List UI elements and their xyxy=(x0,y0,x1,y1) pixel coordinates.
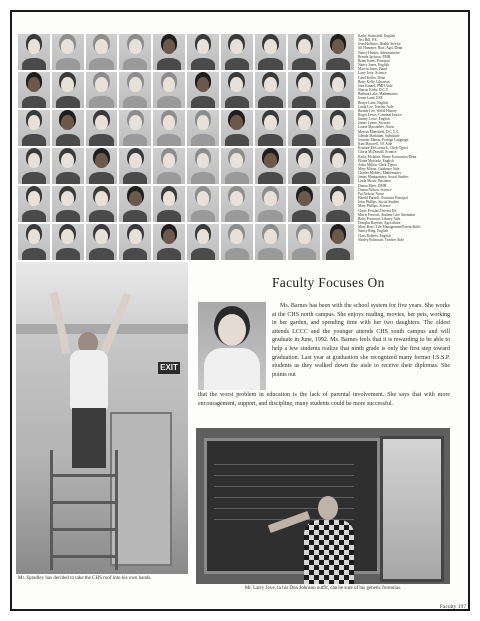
portrait-shoulders xyxy=(89,96,113,108)
portrait-shoulders xyxy=(191,210,215,222)
portrait-shoulders xyxy=(191,248,215,260)
portrait-head xyxy=(28,77,41,92)
faculty-name-entry: Barbara Lake, Mathematics xyxy=(358,92,398,97)
portrait-head xyxy=(61,153,74,168)
faculty-name-entry: Betty Kelly, Librarian xyxy=(358,79,390,84)
faculty-portrait xyxy=(187,148,219,184)
faculty-portrait xyxy=(153,34,185,70)
faculty-name-entry: Elaine Mercado, English xyxy=(358,158,394,163)
faculty-portrait xyxy=(322,72,354,108)
portrait-head xyxy=(332,39,345,54)
faculty-name-entry: Sharon Kirby, D.C.T. xyxy=(358,88,389,93)
portrait-shoulders xyxy=(258,96,282,108)
teacher-patterned-shirt xyxy=(304,520,354,584)
faculty-portrait xyxy=(221,186,253,222)
faculty-name-entry: Donna Myer, DMH xyxy=(358,183,387,188)
faculty-name-entry: Kathy McIntire, Home Economics/Dean xyxy=(358,154,417,159)
faculty-portrait xyxy=(18,72,50,108)
portrait-shoulders xyxy=(157,96,181,108)
faculty-portrait xyxy=(187,186,219,222)
faculty-portrait xyxy=(52,72,84,108)
portrait-shoulders xyxy=(22,134,46,146)
faculty-portrait xyxy=(86,148,118,184)
faculty-name-entry: Marcus Mansfield, D.C.T./C. xyxy=(358,129,400,134)
faculty-name-entry: Kathy Strausfeld, English xyxy=(358,34,396,38)
portrait-shoulders xyxy=(56,210,80,222)
faculty-portrait xyxy=(255,186,287,222)
portrait-shoulders xyxy=(326,96,350,108)
portrait-shoulders xyxy=(292,172,316,184)
faculty-portrait xyxy=(52,148,84,184)
portrait-head xyxy=(298,77,311,92)
article-text-continued: that the worst problem in education is the lack of parental involvement. She says that with more encouragement, support, and discipline, many students could be more successful. xyxy=(198,392,450,407)
portrait-head xyxy=(197,229,210,244)
faculty-name-entry: Gloria McDonald, Science xyxy=(358,150,397,155)
portrait-shoulders xyxy=(326,172,350,184)
portrait-head xyxy=(264,153,277,168)
faculty-name-entry: Larry Jove, Science xyxy=(358,71,387,76)
portrait-shoulders xyxy=(326,134,350,146)
faculty-portrait xyxy=(187,110,219,146)
portrait-shoulders xyxy=(225,210,249,222)
portrait-head xyxy=(332,115,345,130)
faculty-name-entry: Claire Powder, Drivers Ed. xyxy=(358,208,397,213)
faculty-portrait xyxy=(153,224,185,260)
faculty-portrait xyxy=(119,110,151,146)
faculty-portrait xyxy=(221,148,253,184)
portrait-head xyxy=(230,153,243,168)
faculty-name-entry: Clara Roberts, English xyxy=(358,233,391,238)
faculty-name-entry: Jane Kinard, PMH Aide xyxy=(358,83,393,88)
portrait-head xyxy=(197,39,210,54)
portrait-head xyxy=(129,77,142,92)
portrait-head xyxy=(298,39,311,54)
portrait-shoulders xyxy=(123,172,147,184)
faculty-portrait xyxy=(288,34,320,70)
portrait-head xyxy=(197,115,210,130)
portrait-head xyxy=(264,77,277,92)
portrait-head xyxy=(95,229,108,244)
portrait-shoulders xyxy=(89,210,113,222)
portrait-shoulders xyxy=(157,58,181,70)
faculty-name-entry: Mary Mixon, Guidance Aide xyxy=(358,167,400,171)
faculty-portrait xyxy=(153,72,185,108)
portrait-head xyxy=(95,115,108,130)
ladder xyxy=(50,450,118,570)
portrait-head xyxy=(230,191,243,206)
portrait-head xyxy=(264,191,277,206)
portrait-head xyxy=(230,77,243,92)
portrait-head xyxy=(163,229,176,244)
portrait-shoulders xyxy=(157,172,181,184)
faculty-name-entry: Anita Millon, Clerk-Typist xyxy=(358,162,397,167)
faculty-name-entry: Linda Lee, Teacher Aide xyxy=(358,104,394,109)
portrait-head xyxy=(332,229,345,244)
faculty-name-entry: Nancy Ring, English xyxy=(358,229,389,234)
faculty-portrait xyxy=(221,72,253,108)
portrait-shoulders xyxy=(22,96,46,108)
portrait-head xyxy=(230,39,243,54)
faculty-name-entry: Jenne Land, ESE xyxy=(358,96,383,101)
portrait-shoulders xyxy=(157,248,181,260)
portrait-head xyxy=(298,229,311,244)
faculty-portrait xyxy=(221,224,253,260)
portrait-shoulders xyxy=(56,58,80,70)
portrait-shoulders xyxy=(123,58,147,70)
faculty-portrait xyxy=(119,148,151,184)
article-headline: Faculty Focuses On xyxy=(272,275,385,290)
portrait-shoulders xyxy=(123,96,147,108)
portrait-head xyxy=(230,229,243,244)
faculty-portrait xyxy=(187,34,219,70)
portrait-head xyxy=(28,39,41,54)
faculty-portrait xyxy=(119,224,151,260)
portrait-shoulders xyxy=(258,172,282,184)
faculty-name-entry: Jill Hummer, Hort./Agri./Dean xyxy=(358,46,403,51)
faculty-name-list xyxy=(358,34,456,260)
faculty-portrait xyxy=(322,148,354,184)
portrait-shoulders xyxy=(123,134,147,146)
portrait-shoulders xyxy=(225,58,249,70)
portrait-shoulders xyxy=(258,58,282,70)
portrait-shoulders xyxy=(258,248,282,260)
faculty-portrait xyxy=(288,186,320,222)
faculty-portrait xyxy=(322,186,354,222)
faculty-portrait xyxy=(255,224,287,260)
portrait-shoulders xyxy=(89,172,113,184)
faculty-portrait xyxy=(86,224,118,260)
article-text-intro: Ms. Barnes has been with the school system for five years. She works at the CHS north campus. She enjoys reading, movies, her pets, working in her garden, and spending time with her two daughters. The oldest attends LCCC and the younger attends CHS south campus and will graduate in June, 1992. Ms. Barnes feels that it is rewarding to be able to help a few students realize that ninth grade is only the first step toward graduation. Last year at graduation she recognized many former I.S.S.P. students as they walked down the aisle to receive their diplomas. She points out xyxy=(272,303,450,378)
portrait-head xyxy=(61,229,74,244)
faculty-portrait xyxy=(18,34,50,70)
chalkboard-photo-caption: Mr. Larry Jove, in his Don Johnson outfit, can be sure of his genetic formulas. xyxy=(244,586,402,591)
portrait-shoulders xyxy=(56,96,80,108)
portrait-head xyxy=(197,77,210,92)
portrait-head xyxy=(61,77,74,92)
faculty-portrait xyxy=(187,224,219,260)
portrait-shoulders xyxy=(22,58,46,70)
portrait-shoulders xyxy=(292,58,316,70)
faculty-portrait xyxy=(221,34,253,70)
portrait-head xyxy=(163,153,176,168)
faculty-portrait xyxy=(18,148,50,184)
portrait-head xyxy=(129,191,142,206)
portrait-head xyxy=(95,77,108,92)
faculty-portrait xyxy=(18,110,50,146)
faculty-name-entry: Nancy Hunter, Administrator xyxy=(358,50,400,55)
teacher-portrait-photo xyxy=(198,302,266,390)
faculty-name-entry: James Montgomery, Social Studies xyxy=(358,175,409,180)
faculty-portrait xyxy=(221,110,253,146)
portrait-head xyxy=(298,153,311,168)
faculty-portrait xyxy=(322,34,354,70)
faculty-name-entry: Kristine McCormick, Clerk-Typist xyxy=(358,146,408,151)
portrait-head xyxy=(197,153,210,168)
faculty-portrait xyxy=(52,224,84,260)
faculty-name-entry: Pat Nelson, Nurse xyxy=(358,191,385,196)
ceiling xyxy=(16,262,188,332)
portrait-head xyxy=(332,191,345,206)
faculty-portrait xyxy=(52,110,84,146)
faculty-name-entry: Charles Mobley, Mathematics xyxy=(358,171,402,176)
faculty-name-entry: Brian Jones, Principal xyxy=(358,58,390,63)
portrait-head xyxy=(264,39,277,54)
portrait-shoulders xyxy=(258,134,282,146)
portrait-head xyxy=(264,229,277,244)
faculty-portrait xyxy=(153,110,185,146)
faculty-portrait xyxy=(86,110,118,146)
portrait-head xyxy=(298,191,311,206)
portrait-head xyxy=(61,191,74,206)
roof-photo-caption: Mr. Spradley has decided to take the CHS roof into his own hands. xyxy=(18,576,152,581)
portrait-shoulders xyxy=(292,134,316,146)
portrait-head xyxy=(163,77,176,92)
faculty-portrait xyxy=(255,148,287,184)
faculty-portrait xyxy=(52,34,84,70)
faculty-name-entry: Glenda Markham, Substitute xyxy=(358,133,400,138)
faculty-name-entry: Mary Rose, Life Management/Parent Skills xyxy=(358,225,421,230)
portrait-head xyxy=(163,39,176,54)
classroom-window xyxy=(380,436,444,582)
faculty-name-entry: Jean Hollister, Health Service xyxy=(358,42,401,47)
faculty-portrait xyxy=(119,34,151,70)
portrait-shoulders xyxy=(225,96,249,108)
portrait-shoulders xyxy=(225,172,249,184)
faculty-portrait xyxy=(119,186,151,222)
portrait-head xyxy=(95,191,108,206)
faculty-name-entry: James Lynne, Security xyxy=(358,121,391,126)
teacher-body xyxy=(204,348,260,390)
faculty-name-entry: Shirley Robinson, Teacher Aide xyxy=(358,237,404,242)
portrait-shoulders xyxy=(326,58,350,70)
faculty-portrait xyxy=(322,224,354,260)
faculty-portrait xyxy=(86,72,118,108)
portrait-shoulders xyxy=(123,248,147,260)
portrait-head xyxy=(332,77,345,92)
faculty-name-entry: John Phillips, Social Studies xyxy=(358,200,399,205)
faculty-name-entry: Laurie Macomber, Nurse xyxy=(358,125,395,130)
portrait-shoulders xyxy=(89,248,113,260)
teacher-head xyxy=(218,314,246,346)
portrait-shoulders xyxy=(123,210,147,222)
portrait-head xyxy=(61,39,74,54)
portrait-shoulders xyxy=(22,172,46,184)
portrait-shoulders xyxy=(225,134,249,146)
portrait-shoulders xyxy=(191,134,215,146)
faculty-portrait xyxy=(119,72,151,108)
faculty-portrait xyxy=(255,72,287,108)
portrait-head xyxy=(264,115,277,130)
faculty-name-entry: Mary Phillips, Science xyxy=(358,204,391,209)
portrait-shoulders xyxy=(56,134,80,146)
portrait-shoulders xyxy=(89,58,113,70)
portrait-shoulders xyxy=(157,210,181,222)
faculty-name-entry: Jimmy Lowe, English xyxy=(358,117,390,122)
portrait-shoulders xyxy=(56,172,80,184)
portrait-shoulders xyxy=(191,96,215,108)
portrait-head xyxy=(332,153,345,168)
ceiling-beam xyxy=(16,324,188,334)
portrait-shoulders xyxy=(292,96,316,108)
faculty-name-entry: Donna Nelson, Science xyxy=(358,187,392,192)
portrait-head xyxy=(95,39,108,54)
faculty-name-entry: Bettye Lane, English xyxy=(358,100,389,105)
portrait-shoulders xyxy=(258,210,282,222)
faculty-portrait xyxy=(288,224,320,260)
chalkboard-photo xyxy=(196,428,450,584)
man-torso xyxy=(70,350,108,410)
portrait-head xyxy=(129,229,142,244)
faculty-name-entry: Bonnie Lee, World History xyxy=(358,108,397,113)
portrait-head xyxy=(129,39,142,54)
portrait-shoulders xyxy=(22,210,46,222)
faculty-portrait xyxy=(153,186,185,222)
portrait-shoulders xyxy=(326,210,350,222)
faculty-name-entry: Roger Lewis, Criminal Justice xyxy=(358,112,402,117)
portrait-head xyxy=(298,115,311,130)
faculty-portrait xyxy=(86,34,118,70)
faculty-portrait-grid xyxy=(18,34,354,260)
portrait-head xyxy=(129,153,142,168)
faculty-name-entry: Betty Provence, Library Aide xyxy=(358,216,401,221)
faculty-name-entry: Harold Parnell, Assistant Principal xyxy=(358,196,408,201)
portrait-head xyxy=(95,153,108,168)
portrait-head xyxy=(129,115,142,130)
portrait-shoulders xyxy=(191,58,215,70)
portrait-head xyxy=(28,153,41,168)
exit-sign: EXIT xyxy=(158,362,180,374)
teacher-head xyxy=(318,496,338,520)
faculty-name-entry: Mavis Prescott, Student Care Attendant xyxy=(358,212,415,217)
faculty-portrait xyxy=(18,186,50,222)
faculty-name-entry: Marvin Jones, Band xyxy=(358,67,387,72)
faculty-portrait xyxy=(52,186,84,222)
portrait-head xyxy=(197,191,210,206)
faculty-portrait xyxy=(288,148,320,184)
faculty-portrait xyxy=(18,224,50,260)
portrait-head xyxy=(230,115,243,130)
portrait-shoulders xyxy=(191,172,215,184)
portrait-head xyxy=(28,191,41,206)
portrait-head xyxy=(28,229,41,244)
faculty-portrait xyxy=(187,72,219,108)
faculty-name-entry: Douglas Rayeser, Agriculture xyxy=(358,221,401,226)
portrait-shoulders xyxy=(292,248,316,260)
portrait-shoulders xyxy=(326,248,350,260)
faculty-name-entry: Kim Maxwell, VE Aide xyxy=(358,142,393,147)
faculty-portrait xyxy=(153,148,185,184)
faculty-name-entry: Brenda Jackson, PMH xyxy=(358,54,391,59)
portrait-head xyxy=(61,115,74,130)
door xyxy=(110,412,172,566)
faculty-name-entry: Linda Moser, Business xyxy=(358,179,391,184)
portrait-shoulders xyxy=(157,134,181,146)
faculty-portrait xyxy=(255,110,287,146)
portrait-shoulders xyxy=(22,248,46,260)
faculty-name-entry: Carol Keller, Dean xyxy=(358,75,386,80)
page-folio: Faculty 197 xyxy=(439,604,466,610)
faculty-name-entry: Nancy Jones, English xyxy=(358,63,390,68)
portrait-head xyxy=(163,115,176,130)
portrait-head xyxy=(28,115,41,130)
portrait-head xyxy=(163,191,176,206)
faculty-portrait xyxy=(255,34,287,70)
portrait-shoulders xyxy=(292,210,316,222)
portrait-shoulders xyxy=(225,248,249,260)
faculty-name-entry: Jennifer Martin, Foreign Language xyxy=(358,137,409,142)
faculty-portrait xyxy=(86,186,118,222)
faculty-name-entry: Teri Hill, P.E. xyxy=(358,38,378,43)
faculty-portrait xyxy=(288,110,320,146)
portrait-shoulders xyxy=(89,134,113,146)
portrait-shoulders xyxy=(56,248,80,260)
faculty-portrait xyxy=(322,110,354,146)
roof-photo xyxy=(16,262,188,574)
faculty-portrait xyxy=(288,72,320,108)
